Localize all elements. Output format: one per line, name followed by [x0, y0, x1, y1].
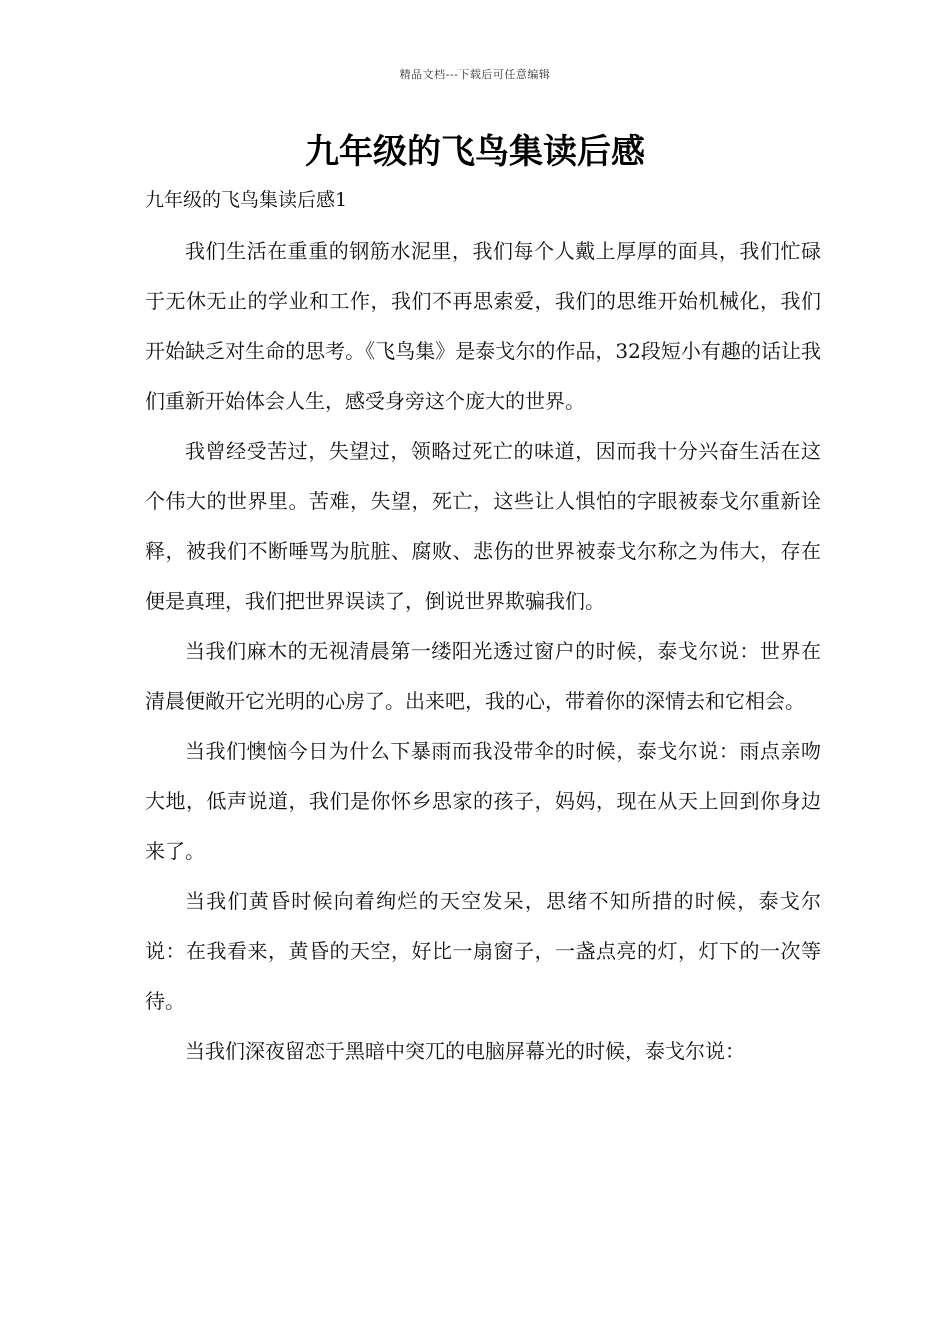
document-body: [145, 226, 821, 1076]
paragraph: 当我们黄昏时候向着绚烂的天空发呆，思绪不知所措的时候，泰戈尔说：在我看来，黄昏的天空，好比一扇窗子，一盏点亮的灯，灯下的一次等待。: [145, 889, 821, 1013]
document-title: 九年级的飞鸟集读后感: [305, 132, 645, 172]
header-note: 精品文档---下载后可任意编辑: [399, 68, 551, 81]
paragraph: 我曾经受苦过，失望过，领略过死亡的味道，因而我十分兴奋生活在这个伟大的世界里。苦难，失望，死亡，这些让人惧怕的字眼被泰戈尔重新诠释，被我们不断唾骂为肮脏、腐败、悲伤的世界被泰戈尔称之为伟大，存在便是真理，我们把世界误读了，倒说世界欺骗我们。: [145, 439, 821, 613]
paragraph: 当我们麻木的无视清晨第一缕阳光透过窗户的时候，泰戈尔说：世界在清晨便敞开它光明的心房了。出来吧，我的心，带着你的深情去和它相会。: [145, 639, 821, 713]
section-title: 九年级的飞鸟集读后感1: [145, 189, 348, 211]
paragraph: 当我们深夜留恋于黑暗中突兀的电脑屏幕光的时候，泰戈尔说：: [185, 1039, 745, 1063]
paragraph: 当我们懊恼今日为什么下暴雨而我没带伞的时候，泰戈尔说：雨点亲吻大地，低声说道，我们是你怀乡思家的孩子，妈妈，现在从天上回到你身边来了。: [145, 739, 821, 863]
paragraph: 我们生活在重重的钢筋水泥里，我们每个人戴上厚厚的面具，我们忙碌于无休无止的学业和工作，我们不再思索爱，我们的思维开始机械化，我们开始缺乏对生命的思考。《飞鸟集》是泰戈尔的作品，32段短小有趣的话让我们重新开始体会人生，感受身旁这个庞大的世界。: [145, 239, 821, 413]
